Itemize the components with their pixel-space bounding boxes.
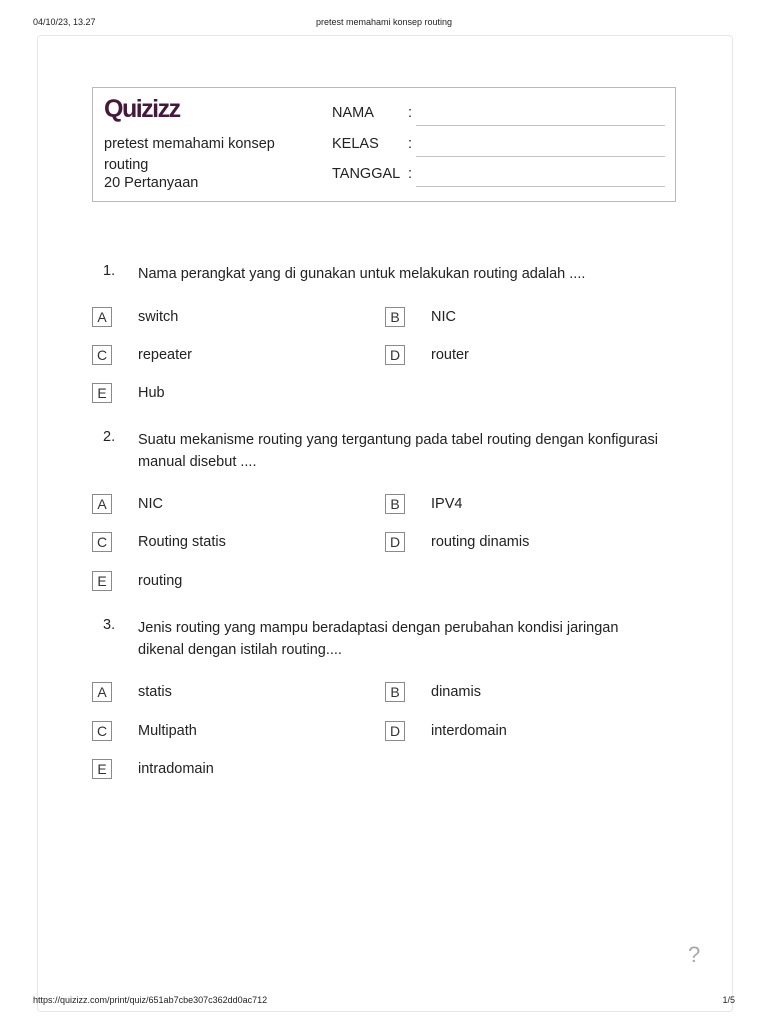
option-letter-box: E [92,759,112,779]
field-label: NAMA [332,105,374,121]
print-datetime: 04/10/23, 13.27 [33,17,96,27]
question-number: 3. [103,617,116,633]
option-text: routing [138,573,183,589]
option-letter-box: B [385,307,405,327]
quizizz-logo: Quizizz [104,95,180,123]
quiz-info-box [92,87,676,202]
option-letter-box: D [385,721,405,741]
question-mark-icon[interactable]: ? [688,942,701,967]
option-letter-box: E [92,571,112,591]
field-blank-line [416,186,665,187]
field-colon: : [408,136,413,152]
quiz-title: pretest memahami konsep routing [104,136,275,173]
option-text: dinamis [431,684,481,700]
option-text: Hub [138,385,165,401]
option-text: routing dinamis [431,534,530,550]
option-letter-box: D [385,345,405,365]
print-page-number: 1/5 [722,995,735,1005]
option-text: IPV4 [431,496,463,512]
option-text: statis [138,684,172,700]
question-text: Suatu mekanisme routing yang tergantung pada tabel routing dengan konfigurasi manual disebut .... [138,432,658,470]
option-letter-box: C [92,532,112,552]
option-letter-box: A [92,307,112,327]
question-number: 1. [103,263,116,279]
field-colon: : [408,166,413,182]
field-colon: : [408,105,413,121]
option-letter-box: B [385,494,405,514]
option-letter-box: A [92,682,112,702]
option-text: intradomain [138,761,214,777]
option-text: interdomain [431,723,507,739]
option-text: NIC [431,309,456,325]
question-number: 2. [103,429,116,445]
field-kelas [332,136,667,160]
option-letter-box: E [92,383,112,403]
question-count: 20 Pertanyaan [104,175,199,191]
option-letter-box: B [385,682,405,702]
question-text: Jenis routing yang mampu beradaptasi dengan perubahan kondisi jaringan dikenal dengan istilah routing.... [138,620,619,658]
option-letter-box: C [92,345,112,365]
option-text: router [431,347,469,363]
field-nama [332,105,667,129]
option-letter-box: C [92,721,112,741]
option-text: switch [138,309,179,325]
field-label: KELAS [332,136,379,152]
option-letter-box: D [385,532,405,552]
field-blank-line [416,156,665,157]
field-blank-line [416,125,665,126]
option-text: Routing statis [138,534,226,550]
question-text: Nama perangkat yang di gunakan untuk melakukan routing adalah .... [138,266,586,282]
print-url: https://quizizz.com/print/quiz/651ab7cbe307c362dd0ac712 [33,995,268,1005]
option-text: Multipath [138,723,197,739]
option-text: repeater [138,347,193,363]
field-label: TANGGAL [332,166,401,182]
field-tanggal [332,166,667,190]
print-doc-title: pretest memahami konsep routing [315,17,453,27]
option-text: NIC [138,496,163,512]
option-letter-box: A [92,494,112,514]
